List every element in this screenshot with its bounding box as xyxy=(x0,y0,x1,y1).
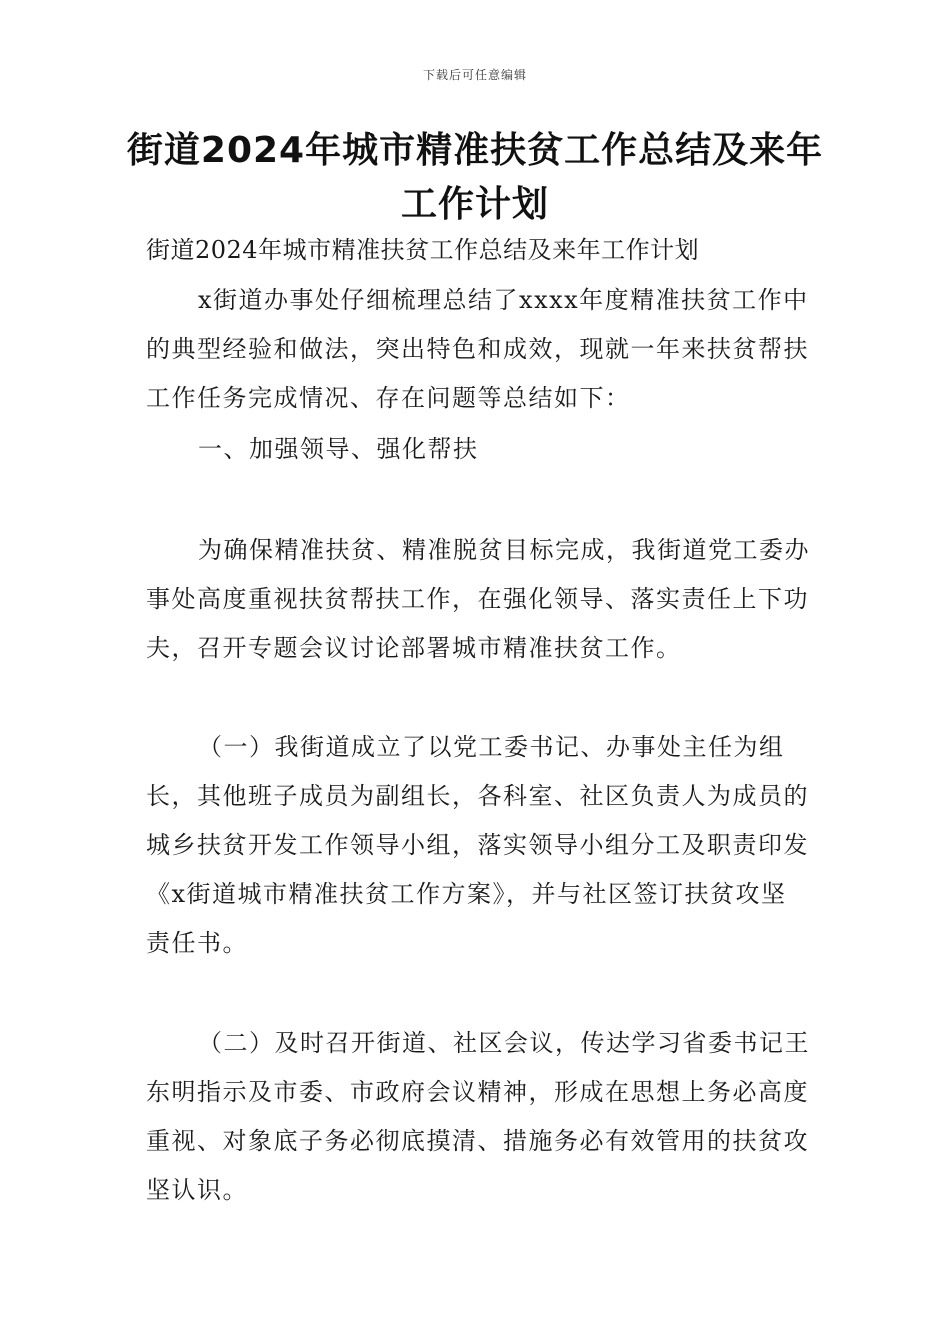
paragraph-leadership: 为确保精准扶贫、精准脱贫目标完成，我街道党工委办事处高度重视扶贫帮扶工作，在强化领导、落实责任上下功夫，召开专题会议讨论部署城市精准扶贫工作。 xyxy=(146,536,810,662)
paragraph-item-1: （一）我街道成立了以党工委书记、办事处主任为组长，其他班子成员为副组长，各科室、社区负责人为成员的城乡扶贫开发工作领导小组，落实领导小组分工及职责印发《x街道城市精准扶贫工作方案》，并与社区签订扶贫攻坚责任书。 xyxy=(146,733,809,957)
intro-paragraph: x街道办事处仔细梳理总结了xxxx年度精准扶贫工作中的典型经验和做法，突出特色和成效，现就一年来扶贫帮扶工作任务完成情况、存在问题等总结如下： xyxy=(146,286,809,412)
document-subtitle: 街道2024年城市精准扶贫工作总结及来年工作计划 xyxy=(146,236,700,264)
section-heading-1: 一、加强领导、强化帮扶 xyxy=(198,435,479,463)
paragraph-item-2: （二）及时召开街道、社区会议，传达学习省委书记王东明指示及市委、市政府会议精神，形成在思想上务必高度重视、对象底子务必彻底摸清、措施务必有效管用的扶贫攻坚认识。 xyxy=(146,1029,810,1204)
document-title: 街道2024年城市精准扶贫工作总结及来年工作计划 xyxy=(126,130,824,225)
header-note: 下载后可任意编辑 xyxy=(422,68,527,82)
